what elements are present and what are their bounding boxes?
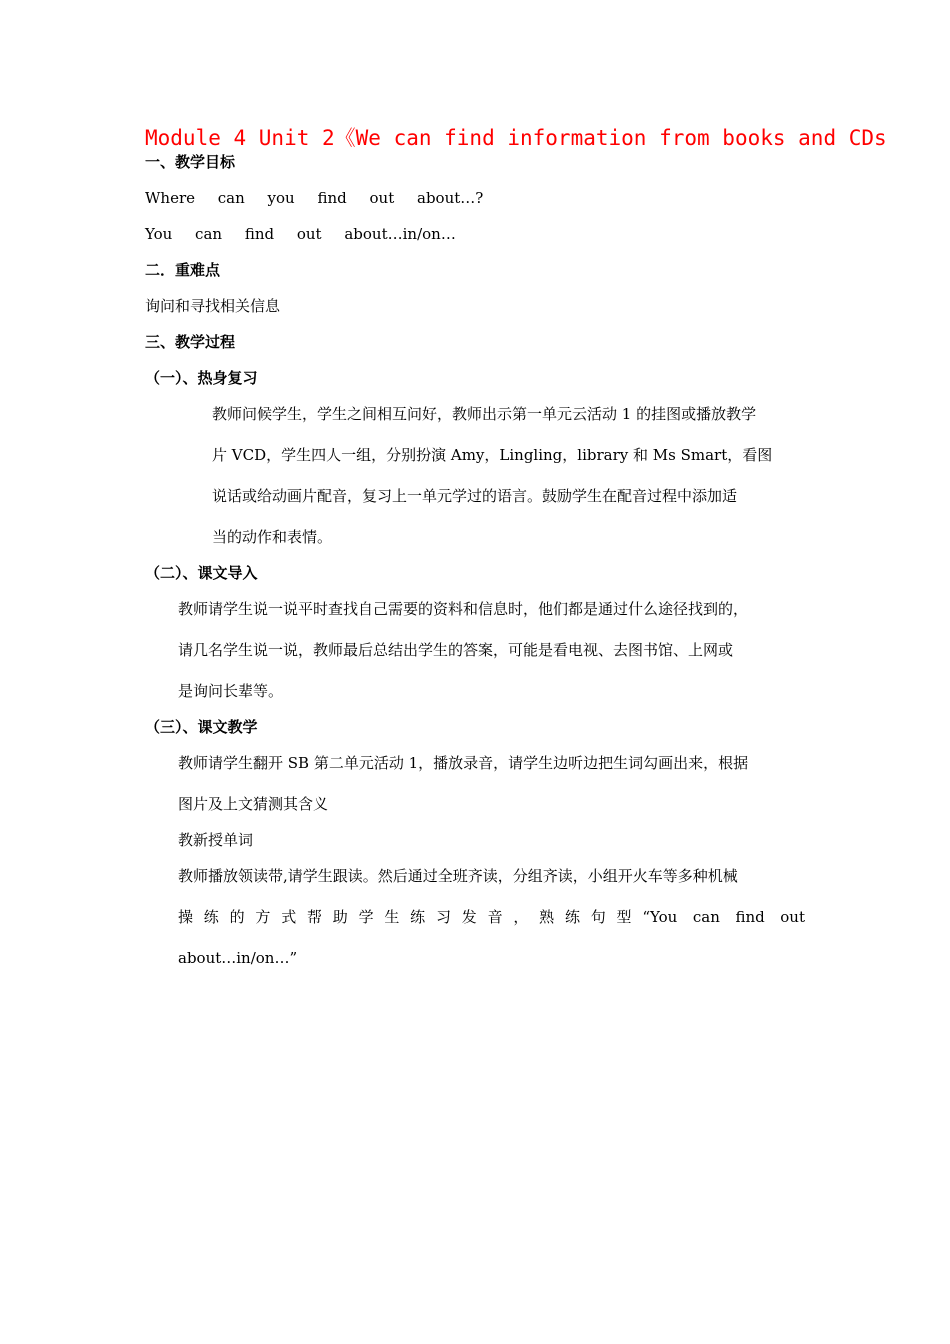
section-heading-process: 三、教学过程 — [145, 333, 236, 351]
section-heading-key-points: 二．重难点 — [145, 261, 221, 279]
paragraph-line: 片 VCD，学生四人一组，分别扮演 Amy，Lingling，library 和 Ms Smart，看图 — [212, 446, 773, 464]
paragraph-line: 教新授单词 — [178, 831, 254, 849]
objective-answer: You can find out about…in/on… — [145, 225, 456, 243]
paragraph-line: 请几名学生说一说，教师最后总结出学生的答案，可能是看电视、去图书馆、上网或 — [178, 641, 734, 659]
objective-question: Where can you find out about…? — [145, 189, 484, 207]
paragraph-line: about…in/on…” — [178, 949, 298, 967]
subheading-text-teaching: （三）、课文教学 — [145, 718, 258, 736]
paragraph-line: 操练的方式帮助学生练习发音，熟练句型“You can find out — [178, 908, 805, 926]
paragraph-line: 教师问候学生，学生之间相互问好，教师出示第一单元云活动 1 的挂图或播放教学 — [212, 405, 757, 423]
document-title: Module 4 Unit 2《We can find information from books and CDs — [145, 126, 887, 150]
paragraph-line: 说话或给动画片配音，复习上一单元学过的语言。鼓励学生在配音过程中添加适 — [212, 487, 738, 505]
subheading-introduction: （二）、课文导入 — [145, 564, 258, 582]
paragraph-line: 是询问长辈等。 — [178, 682, 284, 700]
key-points-text: 询问和寻找相关信息 — [145, 297, 281, 315]
paragraph-line: 教师请学生翻开 SB 第二单元活动 1，播放录音，请学生边听边把生词勾画出来，根据 — [178, 754, 749, 772]
paragraph-line: 图片及上文猜测其含义 — [178, 795, 329, 813]
section-heading-objectives: 一、教学目标 — [145, 153, 236, 171]
paragraph-line: 当的动作和表情。 — [212, 528, 333, 546]
subheading-warm-up: （一）、热身复习 — [145, 369, 258, 387]
paragraph-line: 教师请学生说一说平时查找自己需要的资料和信息时，他们都是通过什么途径找到的， — [178, 600, 749, 618]
paragraph-line: 教师播放领读带,请学生跟读。然后通过全班齐读，分组齐读，小组开火车等多种机械 — [178, 867, 738, 885]
